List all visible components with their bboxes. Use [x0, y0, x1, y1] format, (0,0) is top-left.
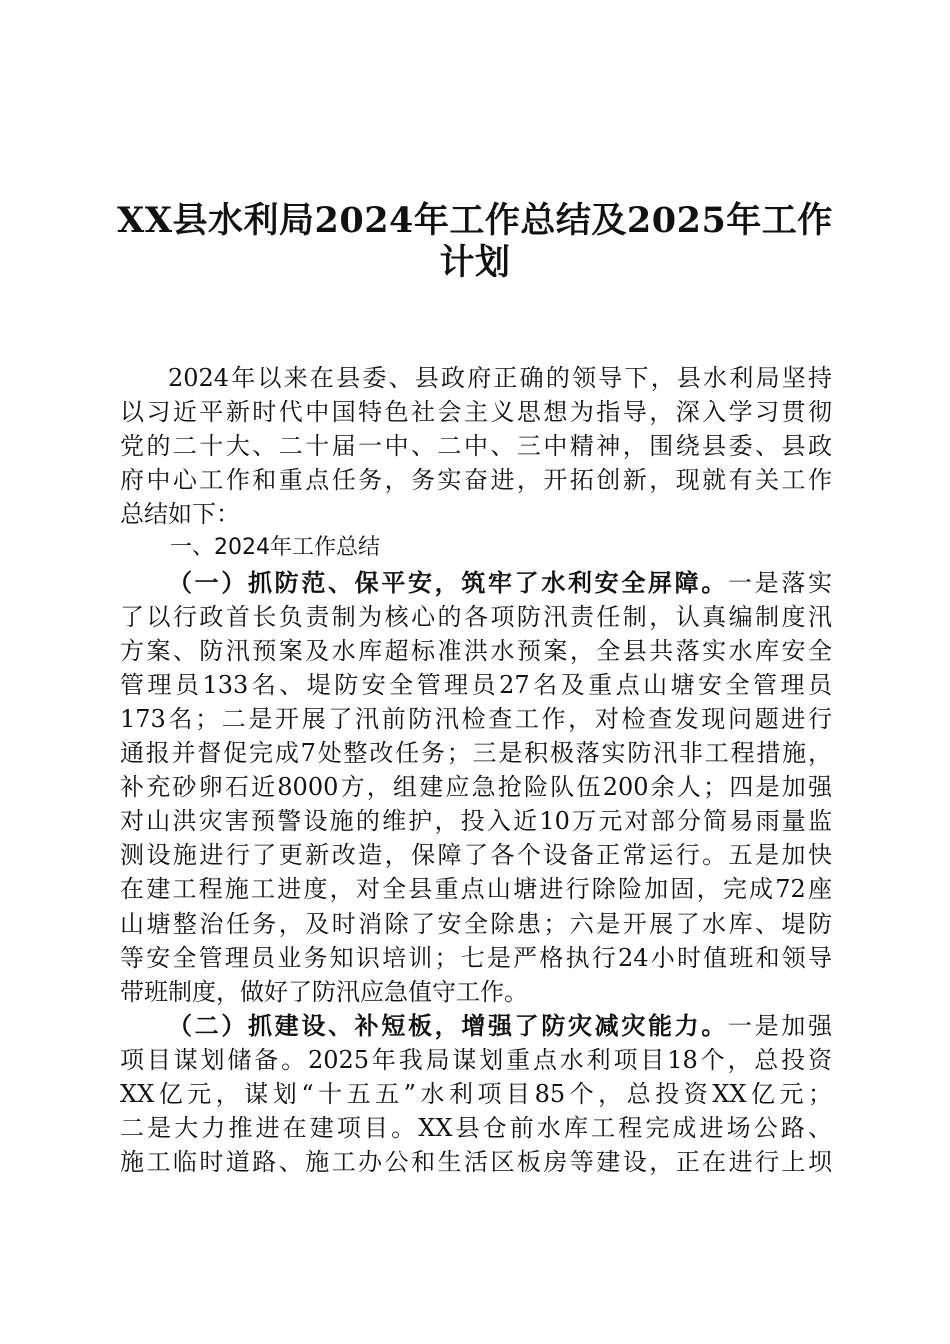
paragraph-line: 等安全管理员业务知识培训；七是严格执行24小时值班和领导: [120, 943, 832, 972]
intro-line: 以习近平新时代中国特色社会主义思想为指导，深入学习贯彻: [120, 398, 832, 427]
subsection-1-lead: （一）抓防范、保平安，筑牢了水利安全屏障。: [168, 567, 728, 597]
paragraph-line: 管理员133名、堤防安全管理员27名及重点山塘安全管理员: [120, 670, 832, 699]
paragraph-line: 二是大力推进在建项目。XX县仓前水库工程完成进场公路、: [120, 1114, 832, 1143]
document-title-line-1: XX县水利局2024年工作总结及2025年工作: [117, 200, 833, 241]
intro-line: 2024年以来在县委、县政府正确的领导下，县水利局坚持: [168, 364, 832, 392]
paragraph-line: 在建工程施工进度，对全县重点山塘进行除险加固，完成72座: [120, 875, 832, 904]
paragraph-line: 施工临时道路、施工办公和生活区板房等建设，正在进行上坝: [120, 1148, 832, 1177]
subsection-1-first-line: [120, 566, 832, 600]
subsection-1-first-rest: 一是落实: [728, 568, 832, 597]
subsection-2-first-line: [120, 1009, 832, 1043]
paragraph-line: 带班制度，做好了防汛应急值守工作。: [120, 977, 528, 1006]
paragraph-line: 测设施进行了更新改造，保障了各个设备正常运行。五是加快: [120, 841, 832, 870]
document-title-line-2: 计划: [439, 242, 511, 283]
paragraph-line: 对山洪灾害预警设施的维护，投入近10万元对部分简易雨量监: [120, 807, 832, 836]
paragraph-line: 补充砂卵石近8000方，组建应急抢险队伍200余人；四是加强: [120, 773, 832, 802]
paragraph-line: 方案、防汛预案及水库超标准洪水预案，全县共落实水库安全: [120, 636, 832, 665]
paragraph-line: 项目谋划储备。2025年我局谋划重点水利项目18个，总投资: [120, 1045, 832, 1074]
intro-line: 总结如下：: [120, 500, 240, 529]
paragraph-line: 通报并督促完成7处整改任务；三是积极落实防汛非工程措施，: [120, 739, 832, 768]
subsection-2-first-rest: 一是加强: [728, 1011, 832, 1040]
section-heading: 一、2024年工作总结: [170, 535, 380, 561]
paragraph-line: 了以行政首长负责制为核心的各项防汛责任制，认真编制度汛: [120, 602, 832, 631]
paragraph-line: 173名；二是开展了汛前防汛检查工作，对检查发现问题进行: [120, 704, 832, 733]
subsection-2-lead: （二）抓建设、补短板，增强了防灾减灾能力。: [168, 1010, 728, 1040]
paragraph-line: 山塘整治任务，及时消除了安全除患；六是开展了水库、堤防: [120, 909, 832, 938]
intro-line: 党的二十大、二十届一中、二中、三中精神，围绕县委、县政: [120, 432, 832, 461]
intro-line: 府中心工作和重点任务，务实奋进，开拓创新，现就有关工作: [120, 466, 832, 495]
document-body: [120, 361, 832, 1179]
paragraph-line: XX亿元，谋划“十五五”水利项目85个，总投资XX亿元；: [120, 1079, 832, 1108]
